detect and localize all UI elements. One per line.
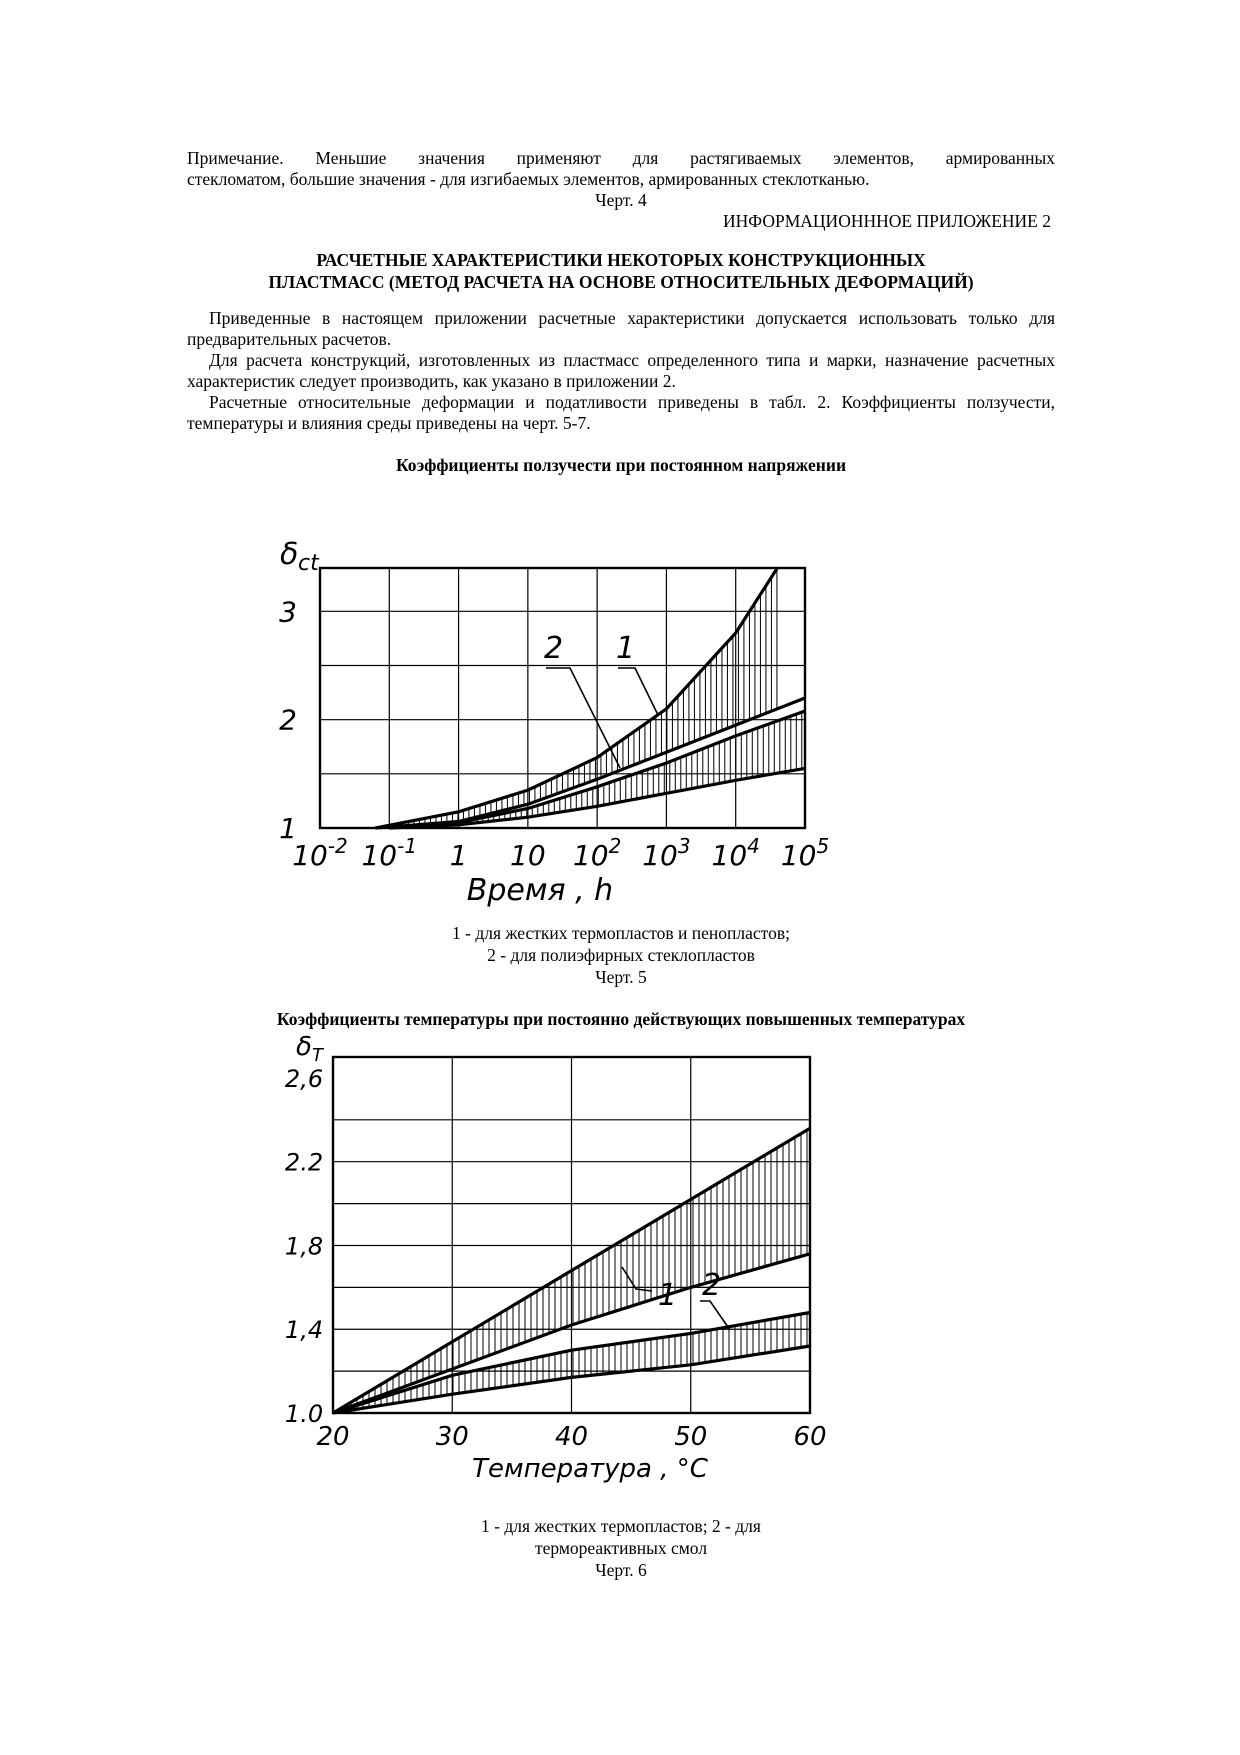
chart5-caption-line-2: 2 - для полиэфирных стеклопластов [487, 945, 755, 965]
y-tick-label: 1 [279, 812, 297, 845]
x-tick-label: 20 [316, 1422, 350, 1452]
y-tick-label: 2.2 [284, 1148, 324, 1177]
x-tick-label: 50 [674, 1422, 708, 1452]
x-tick-label: 40 [554, 1422, 589, 1452]
band-2-leader [700, 1301, 730, 1330]
note-line-2: стекломатом, большие значения - для изгибаемых элементов, армированных стеклотканью. [187, 169, 870, 189]
band-1-leader [618, 668, 658, 715]
appendix-title-line-2: ПЛАСТМАСС (МЕТОД РАСЧЕТА НА ОСНОВЕ ОТНОСИТЕЛЬНЫХ ДЕФОРМАЦИЙ) [268, 272, 974, 292]
y-axis-label: δ [280, 537, 299, 572]
y-tick-label: 1.0 [284, 1400, 324, 1428]
x-tick-label: 30 [435, 1422, 469, 1452]
temperature-coefficient-chart [284, 1032, 950, 1500]
y-tick-label: 2,6 [284, 1064, 324, 1093]
y-tick-label: 2 [279, 703, 297, 737]
x-tick-label: $10^4$ [711, 834, 760, 872]
y-tick-label: 1,8 [284, 1232, 324, 1261]
band-1-upper-curve [375, 568, 777, 828]
x-tick-label: 10 [510, 839, 546, 872]
document-page [187, 148, 1055, 476]
chart5-caption-line-1: 1 - для жестких термопластов и пенопластов; [452, 923, 790, 943]
x-tick-label: $10^{-2}$ [292, 834, 348, 872]
chart6-heading: Коэффициенты температуры при постоянно действующих повышенных температурах [276, 1009, 966, 1029]
x-tick-label: $10^3$ [642, 834, 691, 872]
x-tick-label: $10^{-1}$ [361, 834, 418, 872]
x-axis-label: Температура , °C [472, 1454, 708, 1484]
x-axis-label: Время , h [466, 873, 614, 908]
y-axis-label-subscript: T [312, 1045, 323, 1066]
note-line-1: Примечание. Меньшие значения применяют для растягиваемых элементов, армированных [187, 148, 1055, 168]
x-tick-label: $10^2$ [572, 834, 622, 872]
chart6-caption-line-1: 1 - для жестких термопластов; 2 - для [481, 1516, 761, 1536]
paragraph-1: Приведенные в настоящем приложении расчетные характеристики допускается использовать только для предварительных расчетов. [187, 308, 1055, 349]
band-2-label: 2 [702, 1268, 722, 1303]
chart6-reference: Черт. 6 [595, 1560, 647, 1580]
appendix-title-line-1: РАСЧЕТНЫЕ ХАРАКТЕРИСТИКИ НЕКОТОРЫХ КОНСТРУКЦИОННЫХ [316, 250, 926, 270]
band-2-leader [546, 668, 620, 768]
paragraph-3: Расчетные относительные деформации и податливости приведены в табл. 2. Коэффициенты ползучести, температуры и влияния среды приведены на черт. 5-7. [187, 392, 1055, 433]
x-tick-label: $10^5$ [780, 834, 830, 872]
chart6-caption-line-2: термореактивных смол [534, 1538, 708, 1558]
y-axis-label-subscript: ct [298, 551, 319, 576]
chart6-caption [187, 1515, 1055, 1581]
creep-coefficient-chart [279, 537, 950, 910]
x-tick-label: 1 [449, 839, 468, 872]
chart4-reference: Черт. 4 [595, 190, 647, 210]
y-tick-label: 3 [279, 595, 297, 629]
chart5-reference: Черт. 5 [595, 967, 647, 987]
y-tick-label: 1,4 [284, 1316, 324, 1345]
band-1-label: 1 [658, 1278, 678, 1313]
y-axis-label: δ [296, 1032, 312, 1062]
chart5-heading: Коэффициенты ползучести при постоянном напряжении [395, 455, 847, 475]
chart5-caption [187, 922, 1055, 1030]
paragraph-2: Для расчета конструкций, изготовленных из пластмасс определенного типа и марки, назначение расчетных характеристик следует производить, как указано в приложении 2. [187, 350, 1055, 391]
x-tick-label: 60 [793, 1422, 827, 1452]
band-1-label: 1 [616, 631, 636, 666]
appendix-label: ИНФОРМАЦИОНННОЕ ПРИЛОЖЕНИЕ 2 [723, 211, 1051, 231]
band-2-label: 2 [544, 631, 564, 666]
